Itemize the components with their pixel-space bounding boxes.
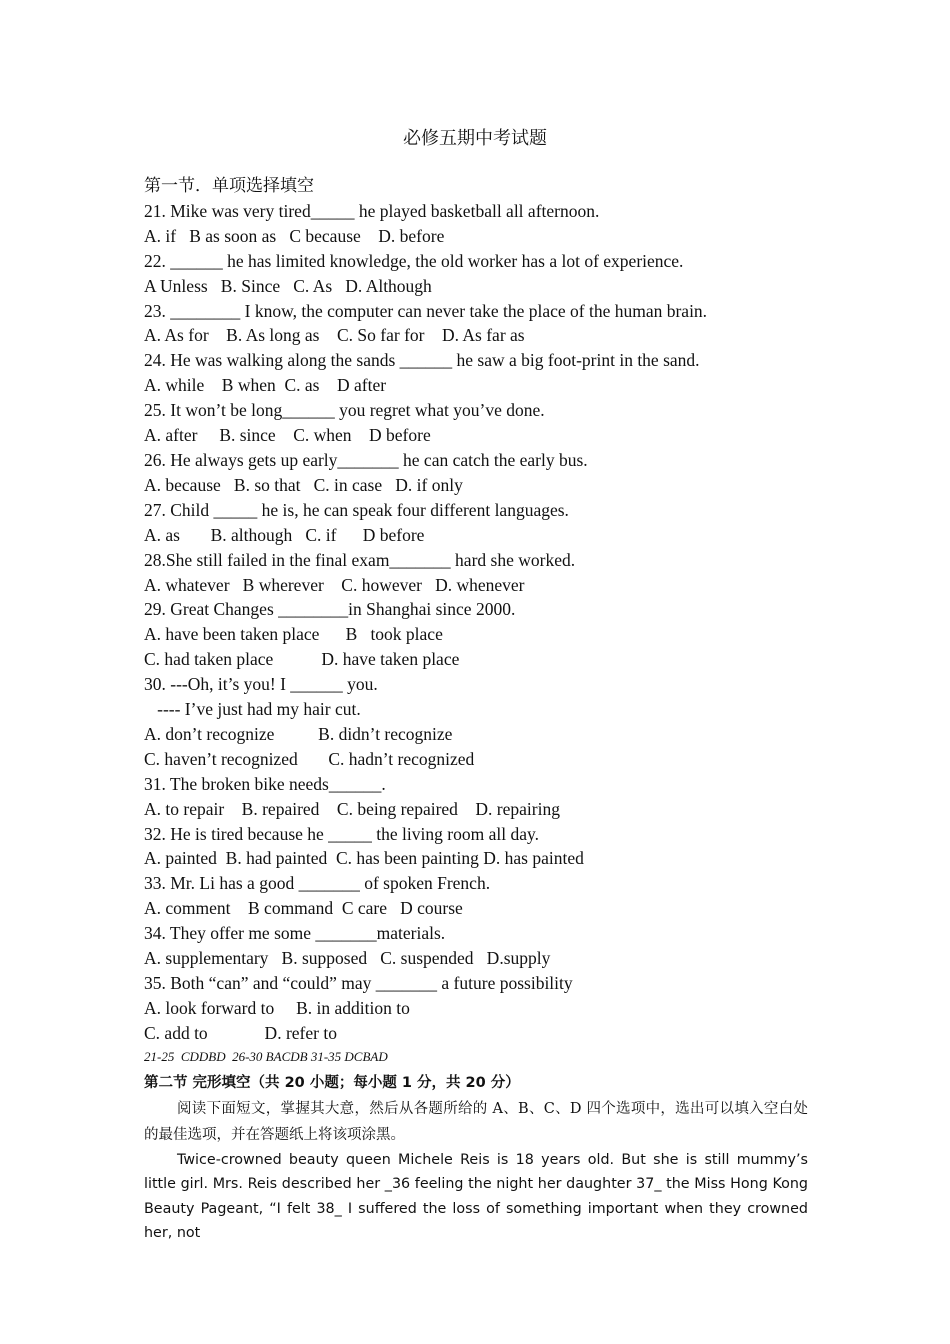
answer-options: A. As for B. As long as C. So far for D. As far as: [144, 325, 525, 346]
question-stem: 32. He is tired because he _____ the living room all day.: [144, 823, 539, 844]
answer-options: A. if B as soon as C because D. before: [144, 225, 445, 246]
question-stem: 30. ---Oh, it’s you! I ______ you.: [144, 674, 378, 695]
answer-options: A. comment B command C care D course: [144, 898, 463, 919]
answer-options: ---- I’ve just had my hair cut.: [144, 699, 361, 720]
document-body: [144, 174, 808, 1246]
question-stem: 34. They offer me some _______materials.: [144, 923, 446, 944]
question-stem: 28.She still failed in the final exam_______ hard she worked.: [144, 549, 576, 570]
answer-options: A. have been taken place B took place: [144, 624, 443, 645]
question-stem: 29. Great Changes ________in Shanghai since 2000.: [144, 599, 516, 620]
answer-options: C. add to D. refer to: [144, 1022, 337, 1043]
answer-options: A. as B. although C. if D before: [144, 524, 425, 545]
answer-key: 21-25 CDDBD 26-30 BACDB 31-35 DCBAD: [144, 1048, 388, 1064]
answer-options: A. because B. so that C. in case D. if only: [144, 474, 463, 495]
answer-options: A Unless B. Since C. As D. Although: [144, 275, 432, 296]
answer-options: A. painted B. had painted C. has been painting D. has painted: [144, 848, 584, 869]
answer-options: A. after B. since C. when D before: [144, 425, 431, 446]
question-stem: 35. Both “can” and “could” may _______ a future possibility: [144, 973, 573, 993]
section1-heading: 第一节．单项选择填空: [144, 176, 314, 196]
question-stem: 25. It won’t be long______ you regret what you’ve done.: [144, 400, 545, 421]
page-title: 必修五期中考试题: [403, 128, 547, 148]
question-stem: 31. The broken bike needs______.: [144, 773, 386, 794]
question-stem: 27. Child _____ he is, he can speak four different languages.: [144, 499, 569, 520]
answer-options: A. whatever B wherever C. however D. whenever: [144, 574, 525, 595]
answer-options: A. supplementary B. supposed C. suspended D.supply: [144, 948, 551, 969]
cloze-passage: Twice-crowned beauty queen Michele Reis is 18 years old. But she is still mummy’s little girl. Mrs. Reis described her _36 feeling the night her daughter 37_ the Miss Hong Kong Beauty Pageant, “I felt 38_ I suffered the loss of something important when they crowned her, not: [144, 1151, 808, 1242]
question-stem: 24. He was walking along the sands ______ he saw a big foot-print in the sand.: [144, 350, 700, 371]
section2-heading: 第二节 完形填空（共 20 小题；每小题 1 分，共 20 分）: [144, 1074, 520, 1091]
answer-options: C. had taken place D. have taken place: [144, 649, 460, 670]
question-stem: 21. Mike was very tired_____ he played basketball all afternoon.: [144, 200, 600, 221]
question-list: [144, 199, 808, 1046]
answer-options: A. while B when C. as D after: [144, 375, 387, 396]
question-stem: 33. Mr. Li has a good _______ of spoken French.: [144, 873, 491, 894]
question-stem: 23. ________ I know, the computer can never take the place of the human brain.: [144, 300, 708, 321]
question-stem: 22. ______ he has limited knowledge, the old worker has a lot of experience.: [144, 250, 684, 271]
answer-options: C. haven’t recognized C. hadn’t recognized: [144, 748, 475, 769]
answer-options: A. to repair B. repaired C. being repaired D. repairing: [144, 798, 560, 819]
section2-instructions: 阅读下面短文，掌握其大意，然后从各题所给的 A、B、C、D 四个选项中，选出可以填入空白处的最佳选项，并在答题纸上将该项涂黑。: [144, 1100, 808, 1143]
answer-options: A. look forward to B. in addition to: [144, 997, 410, 1018]
question-stem: 26. He always gets up early_______ he can catch the early bus.: [144, 449, 588, 470]
answer-options: A. don’t recognize B. didn’t recognize: [144, 723, 453, 744]
